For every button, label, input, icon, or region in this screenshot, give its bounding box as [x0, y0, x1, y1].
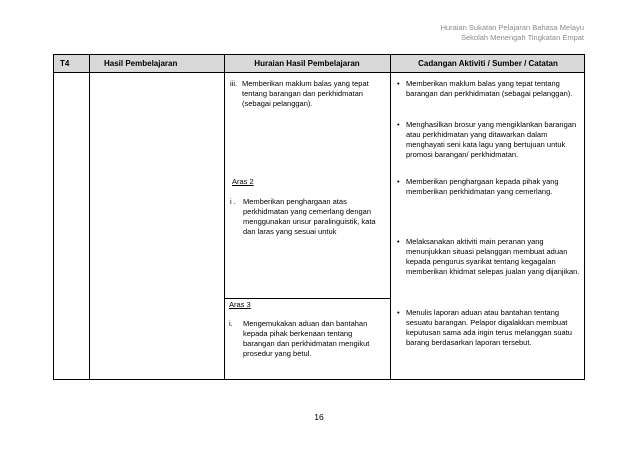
bullet-marker: • — [397, 79, 400, 88]
section3-item-number: i. — [229, 319, 233, 328]
page-number: 16 — [314, 412, 324, 422]
section1-item-number: iii. — [230, 79, 238, 88]
header-cadangan: Cadangan Aktiviti / Sumber / Catatan — [418, 59, 558, 68]
header-hasil-pembelajaran: Hasil Pembelajaran — [104, 59, 178, 68]
bullet-marker: • — [397, 120, 400, 129]
section3-item-text: Mengemukakan aduan dan bantahan kepada pihak berkenaan tentang barangan dan perkhidmatan mengikut prosedur yang betul. — [243, 319, 370, 358]
section2-item-number: i . — [230, 197, 236, 206]
section1-bullet-2: Menghasilkan brosur yang mengiklankan barangan atau perkhidmatan yang ditawarkan dalam menghayati seni kata lagu yang bertujuan untuk promosi barangan/ perkhidmatan. — [406, 120, 577, 159]
syllabus-table — [53, 54, 585, 380]
section2-label: Aras 2 — [232, 177, 254, 186]
bullet-marker: • — [397, 237, 400, 246]
column-divider — [390, 55, 391, 379]
running-header-line2: Sekolah Menengah Tingkatan Empat — [461, 33, 584, 42]
column-divider — [224, 55, 225, 379]
section1-item-text: Memberikan maklum balas yang tepat tentang barangan dan perkhidmatan (sebagai pelanggan). — [242, 79, 369, 108]
column-divider — [89, 55, 90, 379]
bullet-marker: • — [397, 308, 400, 317]
section1-bullet-1: Memberikan maklum balas yang tepat tentang barangan dan perkhidmatan (sebagai pelanggan). — [406, 79, 573, 98]
bullet-marker: • — [397, 177, 400, 186]
row-divider — [224, 298, 390, 299]
table-header-row — [54, 55, 584, 73]
running-header — [441, 23, 584, 43]
header-huraian: Huraian Hasil Pembelajaran — [254, 59, 360, 68]
section2-bullet-2: Melaksanakan aktiviti main peranan yang menunjukkan situasi pelanggan membuat aduan kepada pengurus syarikat tentang kegagalan memberikan khidmat selepas jualan yang dijanjikan. — [406, 237, 580, 276]
running-header-line1: Huraian Sukatan Pelajaran Bahasa Melayu — [440, 23, 584, 32]
header-t4: T4 — [60, 59, 70, 68]
section3-bullet-1: Menulis laporan aduan atau bantahan tentang sesuatu barangan. Pelapor digalakkan membuat keputusan sama ada ingin terus melanggan suatu barang berdasarkan laporan tersebut. — [406, 308, 572, 347]
section2-item-text: Memberikan penghargaan atas perkhidmatan yang cemerlang dengan menggunakan unsur paralinguistik, kata dan laras yang sesuai untuk — [243, 197, 376, 236]
section3-label: Aras 3 — [229, 300, 251, 309]
section2-bullet-1: Memberikan penghargaan kepada pihak yang memberikan perkhidmatan yang cemerlang. — [406, 177, 559, 196]
